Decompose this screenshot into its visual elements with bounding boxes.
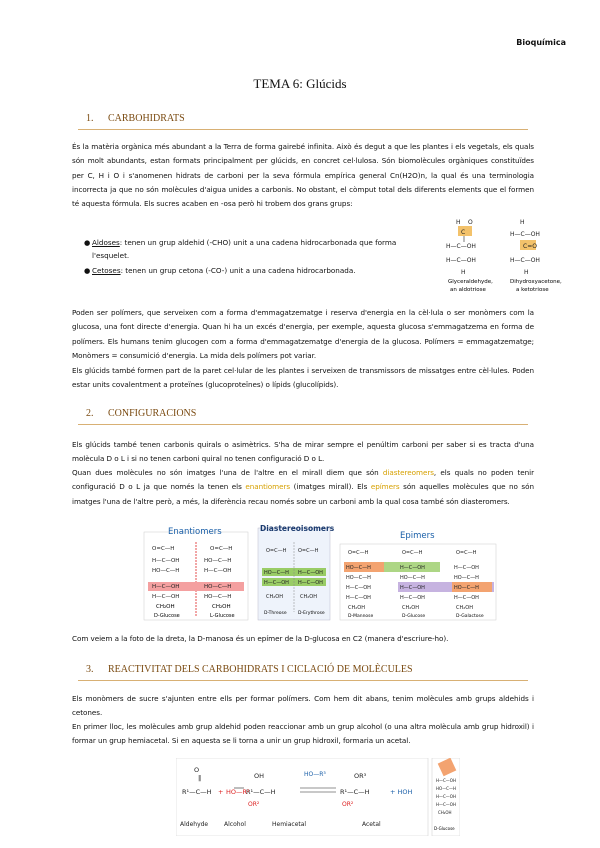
caption: Glyceraldehyde, bbox=[448, 279, 493, 285]
svg-text:H—C—OH: H—C—OH bbox=[446, 257, 476, 264]
paragraph: Els monòmers de sucre s'ajunten entre ells per formar polímers. Com hem dit abans, tenim molècules amb grups aldehids i cetones. bbox=[72, 694, 534, 718]
svg-text:H—C—OH: H—C—OH bbox=[436, 802, 456, 807]
label-d-threose: D-Threose bbox=[264, 611, 287, 616]
svg-text:R¹—C—H: R¹—C—H bbox=[340, 788, 370, 796]
paragraph: Els glúcids també tenen carbonis quirals o asimètrics. S'ha de mirar sempre el penúltim carboni per saber si es tracta d'una molècula D o L i si no tenen carboni quiral no tenen configuració D o L. bbox=[72, 440, 534, 464]
section-heading-1 bbox=[86, 113, 185, 124]
svg-text:HO—C—H: HO—C—H bbox=[346, 565, 371, 571]
svg-text:CH₂OH: CH₂OH bbox=[438, 810, 452, 815]
section-title: CARBOHIDRATS bbox=[108, 113, 185, 124]
svg-text:C=O: C=O bbox=[523, 243, 537, 250]
svg-text:C: C bbox=[461, 229, 466, 236]
svg-text:R¹—C—H: R¹—C—H bbox=[182, 788, 212, 796]
svg-text:H: H bbox=[461, 269, 466, 276]
svg-text:H—C—OH: H—C—OH bbox=[436, 794, 456, 799]
svg-text:HO—C—H: HO—C—H bbox=[204, 558, 232, 564]
svg-text:H—C—OH: H—C—OH bbox=[152, 584, 180, 590]
enantiomers-title: Enantiomers bbox=[168, 527, 222, 537]
svg-text:CH₂OH: CH₂OH bbox=[300, 594, 317, 600]
text-run: , els quals no poden tenir configuració D o L ja que només la tenen els bbox=[72, 468, 534, 492]
text-run: Quan dues molècules no són imatges l'una de l'altre en el mirall diem que són bbox=[72, 468, 383, 477]
water: + HOH bbox=[390, 788, 413, 796]
section-number: 3. bbox=[86, 664, 94, 675]
svg-text:HO—C—H: HO—C—H bbox=[346, 575, 371, 581]
svg-text:O=C—H: O=C—H bbox=[210, 546, 233, 552]
svg-text:H—C—OH: H—C—OH bbox=[400, 585, 425, 591]
ch2oh: CH₂OH bbox=[212, 604, 231, 610]
caption: a ketotriose bbox=[516, 287, 549, 293]
paragraph: Poden ser polímers, que serveixen com a forma d'emmagatzematge i reserva d'energia en la cèl·lula o ser monòmers com la glucosa, una font directe d'energia. Quan hi ha un excés d'energia, per exemple, aquesta glucosa s'emmagatzema en forma de polímers. Els humans tenim glucogen com a forma d'emmagatzematge d'energia de la glucosa. Polímers = emmagatzematge; Monòmers = consumició d'energia. La mida dels polímers pot variar. bbox=[72, 308, 534, 360]
svg-text:HO—C—H: HO—C—H bbox=[454, 575, 479, 581]
triose-structures-figure bbox=[444, 212, 570, 294]
page-title: TEMA 6: Glúcids bbox=[253, 76, 347, 91]
svg-text:H—C—OH: H—C—OH bbox=[454, 595, 479, 601]
svg-text:O=C—H: O=C—H bbox=[298, 548, 319, 554]
caption: an aldotriose bbox=[450, 287, 486, 293]
term-epimers: epímers bbox=[370, 482, 400, 492]
svg-text:H: H bbox=[456, 219, 461, 226]
label-d-glucose: D-Glucose bbox=[154, 613, 180, 619]
svg-text:H—C—OH: H—C—OH bbox=[298, 580, 323, 586]
section-number: 1. bbox=[86, 113, 94, 124]
svg-text:H—C—OH: H—C—OH bbox=[346, 595, 371, 601]
definition: : tenen un grup aldehid (-CHO) unit a una cadena hidrocarbonada que forma l'esquelet. bbox=[92, 238, 397, 260]
section-title: CONFIGURACIONS bbox=[108, 408, 197, 419]
svg-text:O=C—H: O=C—H bbox=[348, 550, 369, 556]
list-item bbox=[84, 236, 412, 262]
definition: : tenen un grup cetona (-CO-) unit a una cadena hidrocarbonada. bbox=[120, 266, 356, 275]
section-heading-3 bbox=[86, 664, 413, 675]
label-acetal: Acetal bbox=[362, 821, 381, 828]
section-rule bbox=[78, 129, 528, 130]
term-enantiomers: enantiomers bbox=[245, 482, 291, 492]
svg-text:H—C—OH: H—C—OH bbox=[436, 778, 456, 783]
svg-text:HO—C—H: HO—C—H bbox=[152, 568, 180, 574]
svg-text:CH₂OH: CH₂OH bbox=[266, 594, 283, 600]
bullet: ● bbox=[84, 266, 91, 275]
label-l-glucose: L-Glucose bbox=[210, 613, 235, 619]
paragraph bbox=[72, 466, 534, 509]
svg-text:O: O bbox=[194, 766, 200, 774]
svg-text:O=C—H: O=C—H bbox=[266, 548, 287, 554]
section-title: REACTIVITAT DELS CARBOHIDRATS I CICLACIÓ DE MOLÈCULES bbox=[108, 664, 413, 675]
svg-text:HO—C—H: HO—C—H bbox=[204, 584, 232, 590]
diastereoisomers-title: Diastereoisomers bbox=[260, 524, 335, 533]
label-d-glucose: D-Glucose bbox=[434, 826, 455, 831]
label-d-mannose: D-Mannose bbox=[348, 614, 374, 619]
text-run: (imatges mirall). Els bbox=[290, 482, 371, 492]
svg-text:HO—C—H: HO—C—H bbox=[400, 575, 425, 581]
svg-text:HO—C—H: HO—C—H bbox=[454, 585, 479, 591]
svg-text:H—C—OH: H—C—OH bbox=[298, 570, 323, 576]
section-rule bbox=[78, 680, 528, 681]
group-or2: OR² bbox=[342, 801, 354, 808]
label-alcohol: Alcohol bbox=[224, 821, 246, 828]
epimers-title: Epimers bbox=[400, 531, 435, 541]
isomers-figure bbox=[140, 522, 500, 624]
label-d-erythrose: D-Erythrose bbox=[298, 611, 325, 616]
paragraph: En primer lloc, les molècules amb grup aldehid poden reaccionar amb un grup alcohol (o una altra molècula amb grup hidroxil) i formar un grup hemiacetal. Si en aquesta se li torna a unir un grup hidroxil, formaria un acetal. bbox=[72, 722, 534, 746]
svg-text:H—C—OH: H—C—OH bbox=[446, 243, 476, 250]
svg-text:HO—C—H: HO—C—H bbox=[436, 786, 456, 791]
svg-text:H—C—OH: H—C—OH bbox=[454, 565, 479, 571]
svg-text:H—C—OH: H—C—OH bbox=[510, 231, 540, 238]
svg-text:H: H bbox=[520, 219, 525, 226]
text-run: són aquelles molècules que no són imatges l'una de l'altre però, a més, la diferència recau només sobre un carboni amb la qual cosa també són diasteromers. bbox=[72, 482, 534, 506]
section-rule bbox=[78, 424, 528, 425]
paragraph: Els glúcids també formen part de la paret cel·lular de les plantes i serveixen de transmissors de missatges entre cèl·lules. Poden estar units covalentment a proteïnes (glucoproteïnes) o lípids (glucolípids). bbox=[72, 366, 534, 390]
svg-text:CH₂OH: CH₂OH bbox=[348, 605, 365, 611]
svg-text:O: O bbox=[468, 219, 473, 226]
svg-text:O=C—H: O=C—H bbox=[456, 550, 477, 556]
svg-text:H—C—OH: H—C—OH bbox=[152, 594, 180, 600]
reagent-alcohol-2: HO—R³ bbox=[304, 771, 326, 778]
svg-text:OH: OH bbox=[254, 772, 265, 780]
label-aldehyde: Aldehyde bbox=[180, 821, 209, 828]
term: Aldoses bbox=[92, 238, 120, 247]
svg-text:H—C—OH: H—C—OH bbox=[510, 257, 540, 264]
label-hemiacetal: Hemiacetal bbox=[272, 821, 307, 828]
group-or2: OR² bbox=[248, 801, 260, 808]
reagent-alcohol: HO—R² bbox=[226, 788, 250, 796]
svg-text:OR³: OR³ bbox=[354, 772, 367, 780]
paragraph: Com veiem a la foto de la dreta, la D-manosa és un epímer de la D-glucosa en C2 (manera d'escriure-ho). bbox=[72, 634, 449, 643]
svg-text:CH₂OH: CH₂OH bbox=[402, 605, 419, 611]
hemiacetal-reaction-figure bbox=[176, 758, 460, 836]
svg-text:O=C—H: O=C—H bbox=[402, 550, 423, 556]
svg-text:HO—C—H: HO—C—H bbox=[204, 594, 232, 600]
svg-text:O=C—H: O=C—H bbox=[152, 546, 175, 552]
section-heading-2 bbox=[86, 408, 196, 419]
svg-text:HO—C—H: HO—C—H bbox=[264, 570, 289, 576]
label-d-glucose: D-Glucose bbox=[402, 614, 426, 619]
caption: Dihydroxyacetone, bbox=[510, 279, 562, 285]
term: Cetoses bbox=[92, 266, 121, 275]
ch2oh: CH₂OH bbox=[156, 604, 175, 610]
svg-text:H—C—OH: H—C—OH bbox=[204, 568, 232, 574]
running-header: Bioquímica bbox=[516, 38, 566, 47]
svg-text:CH₂OH: CH₂OH bbox=[456, 605, 473, 611]
svg-text:H—C—OH: H—C—OH bbox=[400, 565, 425, 571]
svg-text:‖: ‖ bbox=[198, 774, 202, 782]
paragraph: És la matèria orgànica més abundant a la Terra de forma gairebé infinita. Això és degut a que les plantes i els vegetals, els quals són molt abundants, estan formats principalment per glúcids, en concret cel·lulosa. Són biomolècules orgàniques constituïdes per C, H i O i s'anomenen hidrats de carboni per la seva fórmula empírica general Cn(H2O)n, la qual és una terminologia incorrecta ja que no són molècules d'aigua unides a carbonis. No obstant, el còmput total dels diferents elements que el formen té aquesta fórmula. Els sucres acaben en -osa però hi trobem dos grans grups: bbox=[72, 142, 534, 209]
svg-text:H—C—OH: H—C—OH bbox=[264, 580, 289, 586]
svg-text:H: H bbox=[524, 269, 529, 276]
svg-text:H—C—OH: H—C—OH bbox=[400, 595, 425, 601]
bullet: ● bbox=[84, 238, 91, 247]
list-item bbox=[84, 264, 412, 277]
svg-text:R¹—C—H: R¹—C—H bbox=[246, 788, 276, 796]
svg-text:H—C—OH: H—C—OH bbox=[346, 585, 371, 591]
term-diastereomers: diastereomers bbox=[382, 468, 434, 477]
reagent-alcohol: + bbox=[218, 788, 224, 796]
label-d-galactose: D-Galactose bbox=[456, 614, 484, 619]
section-number: 2. bbox=[86, 408, 94, 419]
svg-text:H—C—OH: H—C—OH bbox=[152, 558, 180, 564]
